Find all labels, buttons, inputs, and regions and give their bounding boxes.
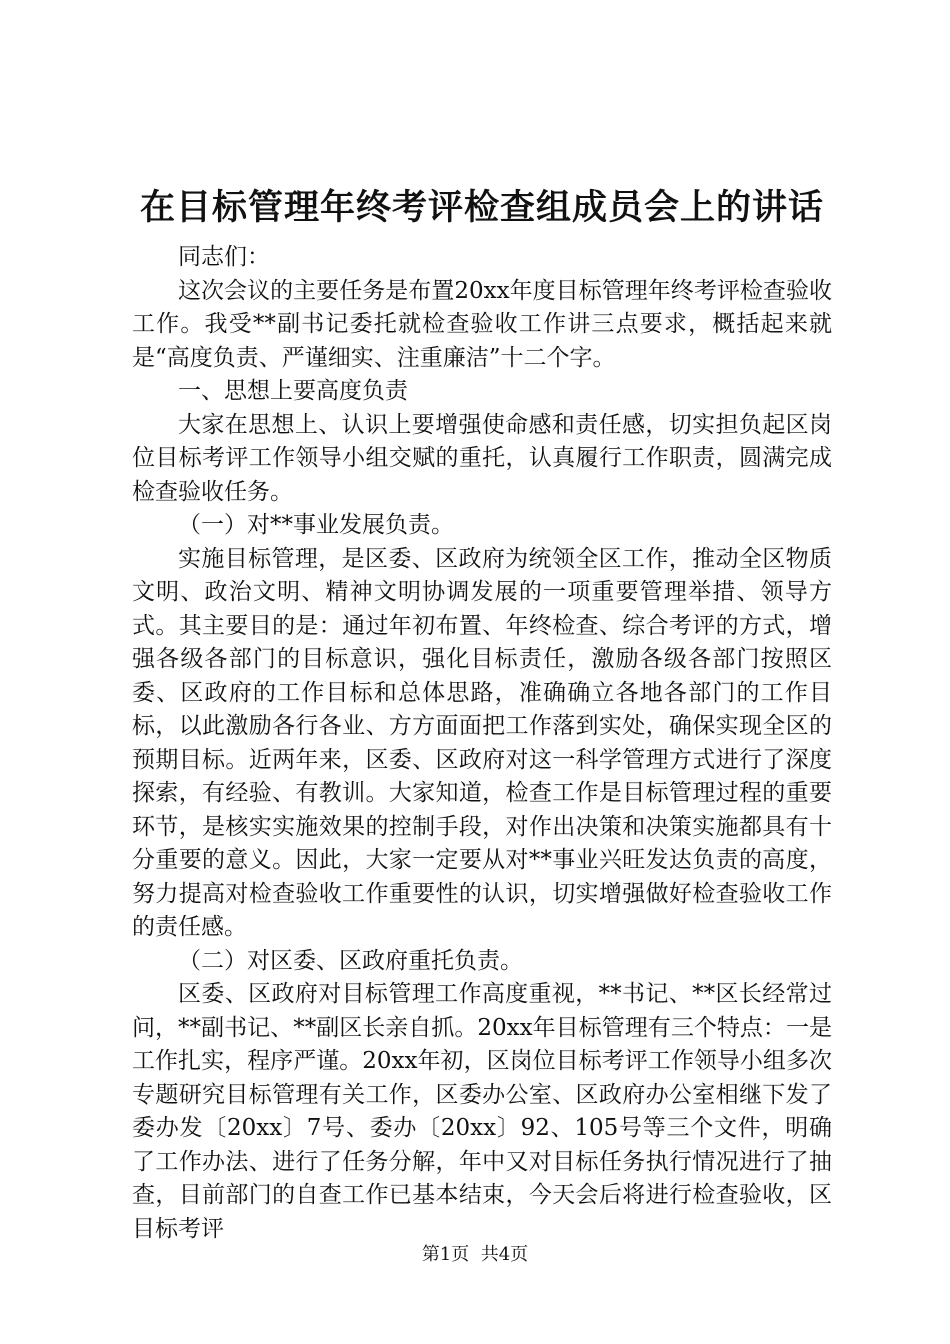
greeting: 同志们： [178,244,270,270]
paragraph-subsection-1: 实施目标管理，是区委、区政府为统领全区工作，推动全区物质文明、政治文明、精神文明协调发展的一项重要管理举措、领导方式。其主要目的是：通过年初布置、年终检查、综合考评的方式，增强各级各部门的目标意识，强化目标责任，激励各级各部门按照区委、区政府的工作目标和总体思路，准确确立各地各部门的工作目标，以此激励各行各业、方方面面把工作落到实处，确保实现全区的预期目标。近两年来，区委、区政府对这一科学管理方式进行了深度探索，有经验、有教训。大家知道，检查工作是目标管理过程的重要环节，是核实实施效果的控制手段，对作出决策和决策实施都具有十分重要的意义。因此，大家一定要从对**事业兴旺发达负责的高度，努力提高对检查验收工作重要性的认识，切实增强做好检查验收工作的责任感。 [132,545,832,940]
page-footer: 第1页 共4页 [421,1244,529,1265]
paragraph-subsection-2: 区委、区政府对目标管理工作高度重视，**书记、**区长经常过问，**副书记、**副区长亲自抓。20xx年目标管理有三个特点：一是工作扎实，程序严谨。20xx年初，区岗位目标考评工作领导小组多次专题研究目标管理有关工作，区委办公室、区政府办公室相继下发了委办发〔20xx〕7号、委办〔20xx〕92、105号等三个文件，明确了工作办法、进行了任务分解，年中又对目标任务执行情况进行了抽查，目前部门的自查工作已基本结束，今天会后将进行检查验收，区目标考评 [132,981,832,1242]
paragraph-intro: 这次会议的主要任务是布置20xx年度目标管理年终考评检查验收工作。我受**副书记委托就检查验收工作讲三点要求，概括起来就是“高度负责、严谨细实、注重廉洁”十二个字。 [132,277,832,371]
document-page [132,0,832,1246]
section-heading-1: 一、思想上要高度负责 [178,378,408,404]
document-body [132,241,832,1246]
paragraph-section-1: 大家在思想上、认识上要增强使命感和责任感，切实担负起区岗位目标考评工作领导小组交赋的重托，认真履行工作职责，圆满完成检查验收任务。 [132,411,832,505]
document-title: 在目标管理年终考评检查组成员会上的讲话 [139,187,824,228]
subsection-heading-1: （一）对**事业发展负责。 [178,512,454,538]
subsection-heading-2: （二）对区委、区政府重托负责。 [178,947,523,974]
